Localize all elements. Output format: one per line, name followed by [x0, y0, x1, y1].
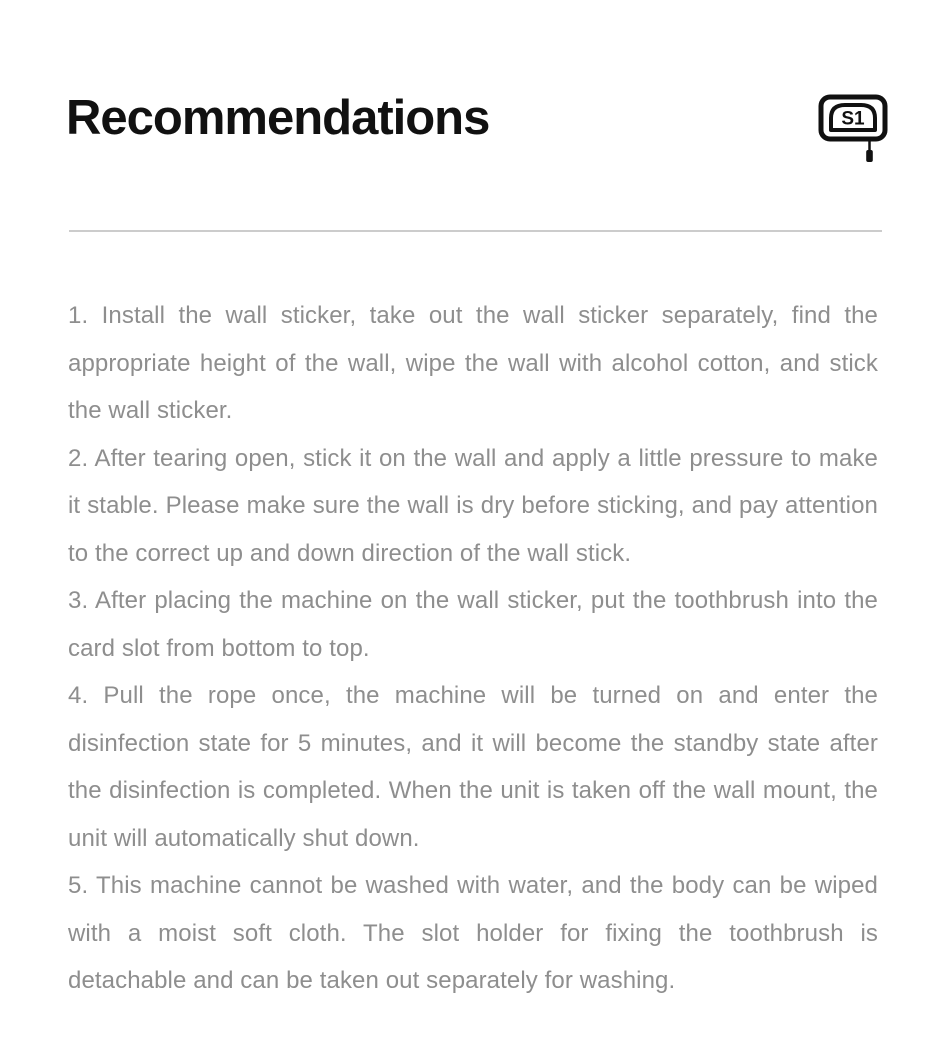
s1-wall-mount-device-icon: [818, 94, 888, 169]
divider: [69, 230, 882, 232]
section-header: [0, 0, 950, 164]
recommendation-item-3: 3. After placing the machine on the wall sticker, put the toothbrush into the card slot from bottom to top.: [68, 587, 878, 662]
recommendations-list: [68, 292, 878, 1005]
recommendation-item-5: 5. This machine cannot be washed with water, and the body can be wiped with a moist soft cloth. The slot holder for fixing the toothbrush is detachable and can be taken out separately for washing.: [68, 872, 878, 994]
recommendation-item-4: 4. Pull the rope once, the machine will be turned on and enter the disinfection state for 5 minutes, and it will become the standby state after the disinfection is completed. When the unit is taken off the wall mount, the unit will automatically shut down.: [68, 682, 878, 852]
pull-cord-handle: [866, 150, 873, 162]
recommendation-item-1: 1. Install the wall sticker, take out the wall sticker separately, find the appropriate height of the wall, wipe the wall with alcohol cotton, and stick the wall sticker.: [68, 302, 878, 424]
recommendation-item-2: 2. After tearing open, stick it on the wall and apply a little pressure to make it stable. Please make sure the wall is dry before sticking, and pay attention to the correct up and down direction of the wall stick.: [68, 444, 878, 567]
page-title: Recommendations: [66, 91, 490, 145]
device-model-label: S1: [841, 108, 865, 130]
